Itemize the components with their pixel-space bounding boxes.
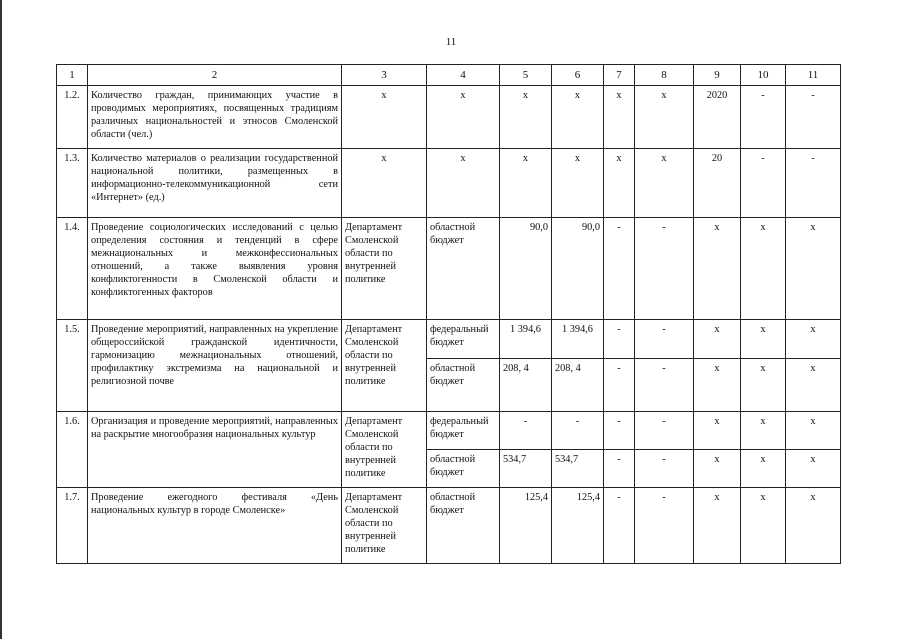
row-executor: х bbox=[342, 86, 427, 149]
cell-col7: - bbox=[604, 488, 635, 564]
cell-col6: - bbox=[552, 412, 604, 450]
cell-col5: 125,4 bbox=[500, 488, 552, 564]
row-source: х bbox=[427, 149, 500, 218]
row-executor: х bbox=[342, 149, 427, 218]
column-header: 3 bbox=[342, 65, 427, 86]
row-source: федеральный бюджет bbox=[427, 320, 500, 359]
row-name: Проведение ежегодного фестиваля «День национальных культур в городе Смоленске» bbox=[88, 488, 342, 564]
cell-col6: 1 394,6 bbox=[552, 320, 604, 359]
table-row bbox=[57, 412, 841, 450]
table-row bbox=[57, 86, 841, 149]
row-executor: Департамент Смоленской области по внутренней политике bbox=[342, 218, 427, 320]
cell-col11: х bbox=[786, 450, 841, 488]
cell-col8: - bbox=[635, 488, 694, 564]
row-name: Организация и проведение мероприятий, направленных на раскрытие многообразия национальных культур bbox=[88, 412, 342, 488]
cell-col5: - bbox=[500, 412, 552, 450]
column-header: 9 bbox=[694, 65, 741, 86]
cell-col9: х bbox=[694, 450, 741, 488]
table-row bbox=[57, 488, 841, 564]
row-source: областной бюджет bbox=[427, 359, 500, 412]
table-row bbox=[57, 320, 841, 359]
cell-col5: 534,7 bbox=[500, 450, 552, 488]
cell-col10: - bbox=[741, 149, 786, 218]
row-source: областной бюджет bbox=[427, 488, 500, 564]
page-edge bbox=[0, 0, 2, 639]
cell-col7: - bbox=[604, 359, 635, 412]
row-source: х bbox=[427, 86, 500, 149]
cell-col11: х bbox=[786, 488, 841, 564]
row-number: 1.2. bbox=[57, 86, 88, 149]
row-executor: Департамент Смоленской области по внутренней политике bbox=[342, 488, 427, 564]
cell-col10: - bbox=[741, 86, 786, 149]
row-source: областной бюджет bbox=[427, 218, 500, 320]
cell-col8: - bbox=[635, 359, 694, 412]
cell-col8: - bbox=[635, 320, 694, 359]
row-number: 1.6. bbox=[57, 412, 88, 488]
column-header: 4 bbox=[427, 65, 500, 86]
cell-col11: - bbox=[786, 149, 841, 218]
cell-col10: х bbox=[741, 320, 786, 359]
cell-col5: 208, 4 bbox=[500, 359, 552, 412]
column-header: 1 bbox=[57, 65, 88, 86]
cell-col6: 208, 4 bbox=[552, 359, 604, 412]
cell-col8: - bbox=[635, 412, 694, 450]
cell-col11: - bbox=[786, 86, 841, 149]
cell-col9: 20 bbox=[694, 149, 741, 218]
column-header: 5 bbox=[500, 65, 552, 86]
row-source: федеральный бюджет bbox=[427, 412, 500, 450]
cell-col7: - bbox=[604, 218, 635, 320]
cell-col6: х bbox=[552, 149, 604, 218]
program-table bbox=[56, 64, 841, 564]
row-number: 1.4. bbox=[57, 218, 88, 320]
table-header-row bbox=[57, 65, 841, 86]
table-row bbox=[57, 218, 841, 320]
cell-col5: 1 394,6 bbox=[500, 320, 552, 359]
cell-col9: х bbox=[694, 320, 741, 359]
row-number: 1.7. bbox=[57, 488, 88, 564]
cell-col10: х bbox=[741, 450, 786, 488]
cell-col5: х bbox=[500, 86, 552, 149]
column-header: 11 bbox=[786, 65, 841, 86]
cell-col9: х bbox=[694, 359, 741, 412]
table-row bbox=[57, 149, 841, 218]
cell-col6: 534,7 bbox=[552, 450, 604, 488]
column-header: 2 bbox=[88, 65, 342, 86]
cell-col7: х bbox=[604, 149, 635, 218]
cell-col8: - bbox=[635, 450, 694, 488]
cell-col10: х bbox=[741, 488, 786, 564]
cell-col11: х bbox=[786, 412, 841, 450]
cell-col6: х bbox=[552, 86, 604, 149]
cell-col9: х bbox=[694, 412, 741, 450]
row-number: 1.3. bbox=[57, 149, 88, 218]
cell-col7: - bbox=[604, 412, 635, 450]
column-header: 8 bbox=[635, 65, 694, 86]
row-name: Количество материалов о реализации государственной национальной политики, размещенных в информационно-телекоммуникационной сети «Интернет» (ед.) bbox=[88, 149, 342, 218]
cell-col5: 90,0 bbox=[500, 218, 552, 320]
cell-col7: х bbox=[604, 86, 635, 149]
cell-col9: 2020 bbox=[694, 86, 741, 149]
row-name: Проведение мероприятий, направленных на укрепление общероссийской гражданской идентичности, гармонизацию межнациональных отношений, профилактику экстремизма на национальной и религиозной почве bbox=[88, 320, 342, 412]
page-number: 11 bbox=[445, 36, 457, 48]
row-source: областной бюджет bbox=[427, 450, 500, 488]
cell-col8: х bbox=[635, 149, 694, 218]
cell-col7: - bbox=[604, 450, 635, 488]
column-header: 6 bbox=[552, 65, 604, 86]
cell-col8: - bbox=[635, 218, 694, 320]
cell-col10: х bbox=[741, 412, 786, 450]
cell-col11: х bbox=[786, 320, 841, 359]
row-executor: Департамент Смоленской области по внутренней политике bbox=[342, 412, 427, 488]
column-header: 10 bbox=[741, 65, 786, 86]
cell-col10: х bbox=[741, 359, 786, 412]
cell-col9: х bbox=[694, 488, 741, 564]
cell-col9: х bbox=[694, 218, 741, 320]
cell-col5: х bbox=[500, 149, 552, 218]
cell-col11: х bbox=[786, 218, 841, 320]
cell-col11: х bbox=[786, 359, 841, 412]
cell-col8: х bbox=[635, 86, 694, 149]
row-name: Проведение социологических исследований с целью определения состояния и тенденций в сфере межнациональных и межконфессиональных отношений, а также выявления уровня конфликтогенности в Смоленской области и конфликтогенных факторов bbox=[88, 218, 342, 320]
cell-col7: - bbox=[604, 320, 635, 359]
row-name: Количество граждан, принимающих участие в проводимых мероприятиях, посвященных традициям различных национальностей и этносов Смоленской области (чел.) bbox=[88, 86, 342, 149]
row-executor: Департамент Смоленской области по внутренней политике bbox=[342, 320, 427, 412]
column-header: 7 bbox=[604, 65, 635, 86]
cell-col6: 125,4 bbox=[552, 488, 604, 564]
cell-col6: 90,0 bbox=[552, 218, 604, 320]
cell-col10: х bbox=[741, 218, 786, 320]
row-number: 1.5. bbox=[57, 320, 88, 412]
